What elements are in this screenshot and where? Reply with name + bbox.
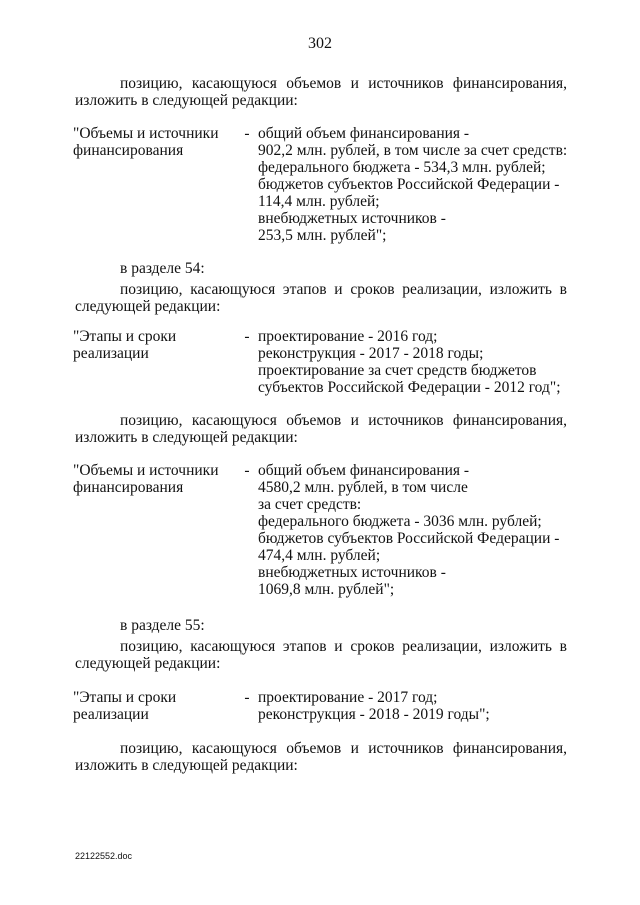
- entry-value-line: 114,4 млн. рублей;: [258, 193, 380, 210]
- entry-dash: -: [244, 328, 250, 345]
- entry-label-line: реализации: [73, 345, 149, 362]
- file-name-footer: 22122552.doc: [75, 851, 133, 861]
- entry-value-line: федерального бюджета - 3036 млн. рублей;: [258, 513, 542, 530]
- entry-value-line: проектирование - 2017 год;: [258, 689, 438, 706]
- entry-label-line: финансирования: [73, 479, 184, 496]
- paragraph-line: позицию, касающуюся объемов и источников финансирования,: [120, 740, 567, 757]
- section-heading-55: в разделе 55:: [120, 617, 205, 634]
- paragraph-line: изложить в следующей редакции:: [75, 757, 298, 774]
- entry-label: [73, 689, 238, 723]
- paragraph-line: следующей редакции:: [75, 655, 221, 672]
- paragraph-financing-3: [75, 740, 567, 774]
- entry-dash: -: [244, 462, 250, 479]
- entry-value-line: реконструкция - 2017 - 2018 годы;: [258, 345, 484, 362]
- entry-label-line: "Этапы и сроки: [73, 689, 177, 706]
- entry-value-line: реконструкция - 2018 - 2019 годы";: [258, 706, 490, 723]
- entry-value-line: бюджетов субъектов Российской Федерации -: [258, 176, 560, 193]
- paragraph-financing-1: [75, 75, 567, 109]
- entry-value-line: внебюджетных источников -: [258, 210, 446, 227]
- entry-value-line: 253,5 млн. рублей";: [258, 227, 387, 244]
- paragraph-financing-2: [75, 412, 567, 446]
- entry-label: [73, 125, 238, 159]
- entry-value-line: общий объем финансирования -: [258, 125, 470, 142]
- entry-label-line: "Объемы и источники: [73, 125, 219, 142]
- section-heading-54: в разделе 54:: [120, 260, 205, 277]
- entry-value: [258, 462, 578, 598]
- paragraph-line: позицию, касающуюся объемов и источников финансирования,: [120, 412, 567, 429]
- paragraph-line: следующей редакции:: [75, 298, 221, 315]
- entry-value-line: проектирование за счет средств бюджетов: [258, 362, 537, 379]
- entry-label-line: "Объемы и источники: [73, 462, 219, 479]
- entry-value: [258, 125, 578, 244]
- entry-value-line: за счет средств:: [258, 496, 362, 513]
- entry-value-line: 1069,8 млн. рублей";: [258, 581, 395, 598]
- entry-value-line: общий объем финансирования -: [258, 462, 470, 479]
- paragraph-stages-1: [75, 281, 567, 315]
- entry-value-line: проектирование - 2016 год;: [258, 328, 438, 345]
- entry-value-line: 474,4 млн. рублей;: [258, 547, 381, 564]
- entry-value-line: 4580,2 млн. рублей, в том числе: [258, 479, 468, 496]
- entry-value-line: 902,2 млн. рублей, в том числе за счет средств:: [258, 142, 568, 159]
- entry-value-line: внебюджетных источников -: [258, 564, 446, 581]
- entry-value: [258, 689, 578, 723]
- page-number: 302: [308, 35, 332, 52]
- paragraph-line: позицию, касающуюся объемов и источников финансирования,: [120, 75, 567, 92]
- entry-value-line: субъектов Российской Федерации - 2012 год";: [258, 379, 561, 396]
- entry-value-line: федерального бюджета - 534,3 млн. рублей;: [258, 159, 546, 176]
- entry-value-line: бюджетов субъектов Российской Федерации -: [258, 530, 560, 547]
- entry-dash: -: [244, 689, 250, 706]
- entry-label: [73, 462, 238, 496]
- paragraph-line: изложить в следующей редакции:: [75, 429, 298, 446]
- entry-label: [73, 328, 238, 362]
- entry-label-line: реализации: [73, 706, 149, 723]
- paragraph-line: позицию, касающуюся этапов и сроков реализации, изложить в: [120, 638, 567, 655]
- paragraph-stages-2: [75, 638, 567, 672]
- entry-label-line: финансирования: [73, 142, 184, 159]
- entry-dash: -: [244, 125, 250, 142]
- entry-value: [258, 328, 578, 396]
- paragraph-line: изложить в следующей редакции:: [75, 92, 298, 109]
- entry-label-line: "Этапы и сроки: [73, 328, 177, 345]
- paragraph-line: позицию, касающуюся этапов и сроков реализации, изложить в: [120, 281, 567, 298]
